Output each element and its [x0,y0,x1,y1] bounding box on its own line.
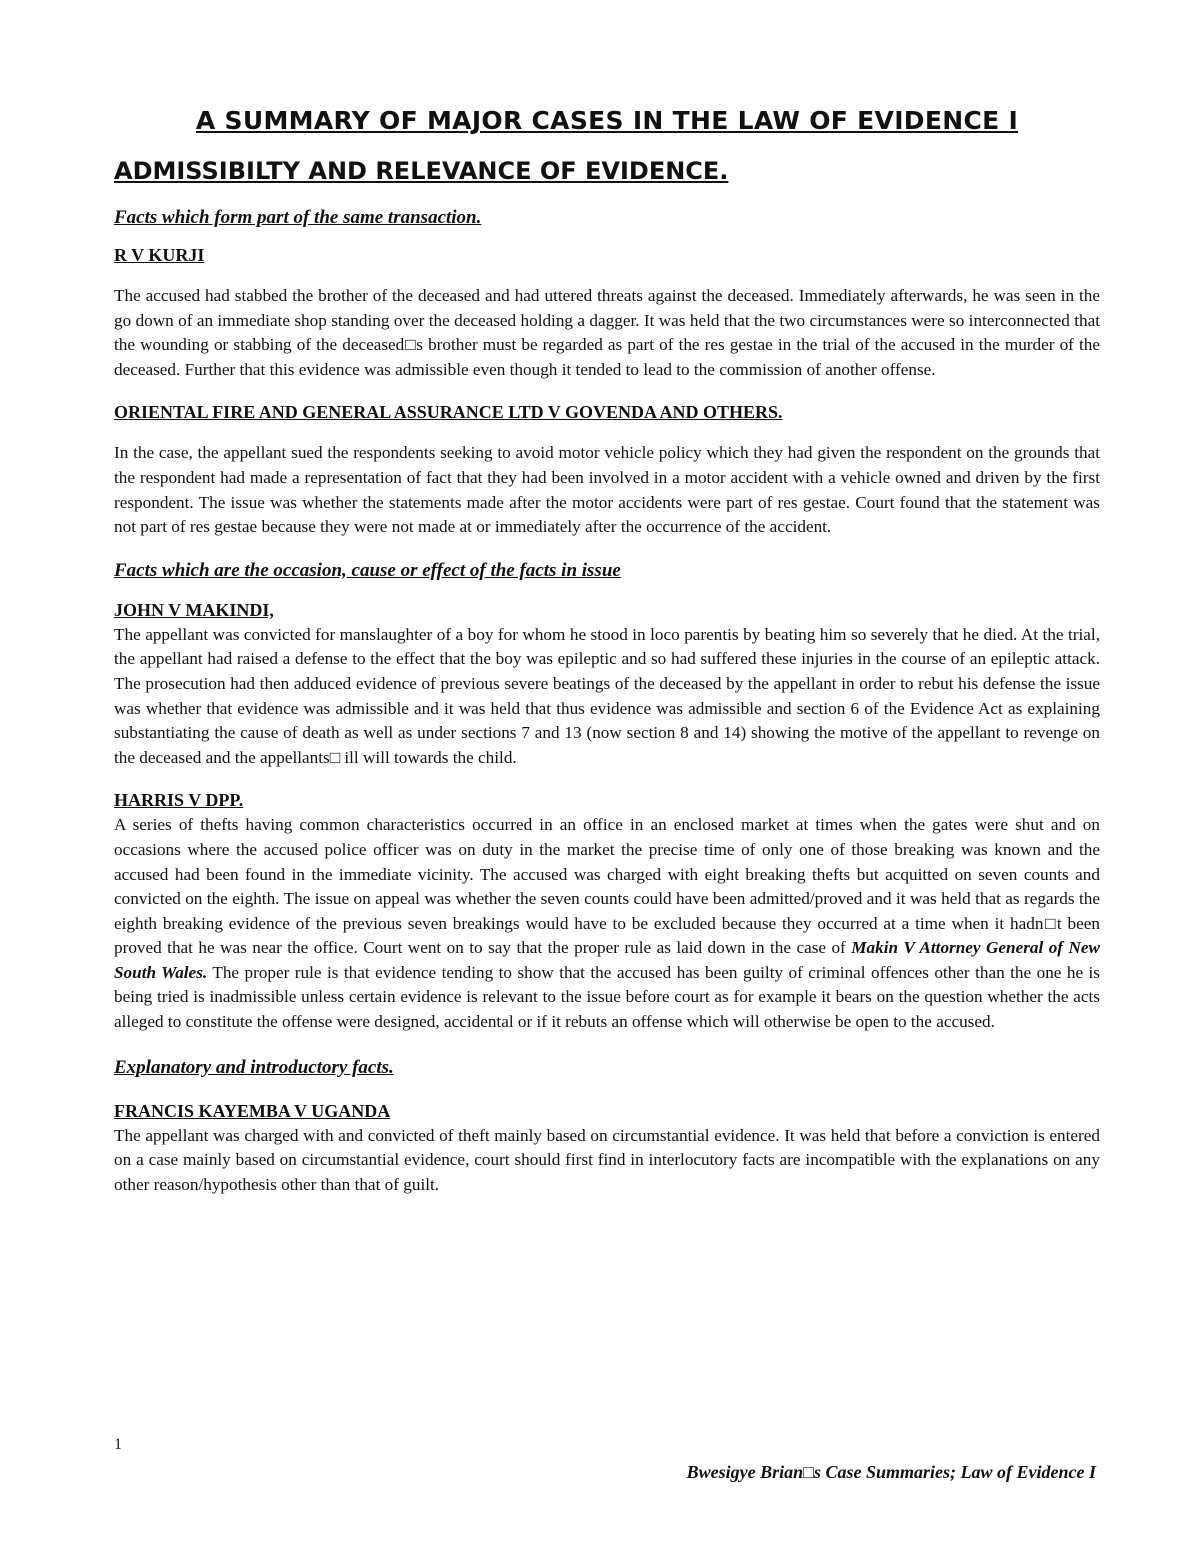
harris-text-part-2: The proper rule is that evidence tending to show that the accused has been guilty of criminal offences other than the one he is being tried is inadmissible unless certain evidence is relevant to the issue before court as for example it bears on the question whether the acts alleged to constitute the offense were designed, accidental or if it rebuts an offense which will otherwise be open to the accused. [114,962,1100,1032]
case-title-r-v-kurji: R V KURJI [114,245,205,265]
case-summary-r-v-kurji: The accused had stabbed the brother of the deceased and had uttered threats against the deceased. Immediately afterwards, he was seen in the go down of an immediate shop standing over the deceased holding a dagger. It was held that the two circumstances were so interconnected that the wounding or stabbing of the deceased□s brother must be regarded as part of the res gestae in the trial of the accused in the murder of the deceased. Further that this evidence was admissible even though it tended to lead to the commission of another offense. [114,286,1100,379]
document-title: A SUMMARY OF MAJOR CASES IN THE LAW OF EVIDENCE I [195,106,1019,135]
harris-text-part-1: A series of thefts having common characteristics occurred in an office in an enclosed market at times when the gates were shut and on occasions where the accused police officer was on duty in the market the precise time of only one of those breaking was known and the accused had been found in the immediate vicinity. The accused was charged with eight breaking thefts but acquitted on seven counts and convicted on the eighth. The issue on appeal was whether the seven counts could have been admitted/proved and it was held that as regards the eighth breaking evidence of the previous seven breakings would have to be excluded because they occurred at a time when it hadn□t been proved that he was near the office. Court went on to say that the proper rule as laid down in the case of [114,815,1100,958]
subsection-heading-same-transaction: Facts which form part of the same transaction. [114,207,482,228]
case-summary-oriental-fire: In the case, the appellant sued the respondents seeking to avoid motor vehicle policy which they had given the respondent on the grounds that the respondent had made a representation of fact that they had been involved in a motor accident with a vehicle owned and driven by the first respondent. The issue was whether the statements made after the motor accidents were part of res gestae. Court found that the statement was not part of res gestae because they were not made at or immediately after the occurrence of the accident. [114,443,1100,537]
case-summary-harris-v-dpp [114,813,1100,1034]
case-summary-john-v-makindi: The appellant was convicted for manslaughter of a boy for whom he stood in loco parentis by beating him so severely that he died. At the trial, the appellant had raised a defense to the effect that the boy was epileptic and so had suffered these injuries in the course of an epileptic attack. The prosecution had then adduced evidence of previous severe beatings of the deceased by the appellant in order to rebut his defense the issue was whether that evidence was admissible and it was held that thus evidence was admissible and section 6 of the Evidence Act as explaining substantiating the cause of death as well as under sections 7 and 13 (now section 8 and 14) showing the motive of the appellant to revenge on the deceased and the appellants□ ill will towards the child. [114,624,1100,767]
case-title-john-v-makindi: JOHN V MAKINDI, [114,599,274,620]
page-footer: Bwesigye Brian□s Case Summaries; Law of Evidence I [686,1462,1096,1482]
document-page [114,100,1100,1197]
case-title-oriental-fire: ORIENTAL FIRE AND GENERAL ASSURANCE LTD V GOVENDA AND OTHERS. [114,402,783,423]
case-title-francis-kayemba: FRANCIS KAYEMBA V UGANDA [114,1100,391,1121]
case-summary-francis-kayemba: The appellant was charged with and convicted of theft mainly based on circumstantial evidence. It was held that before a conviction is entered on a case mainly based on circumstantial evidence, court should first find in interlocutory facts are incompatible with the explanations on any other reason/hypothesis other than that of guilt. [114,1125,1100,1194]
case-title-harris-v-dpp: HARRIS V DPP. [114,790,244,811]
page-number: 1 [114,1436,122,1453]
subsection-heading-explanatory-facts: Explanatory and introductory facts. [114,1056,394,1078]
cited-case-makin: Makin V Attorney General of New South Wales. [114,938,1100,982]
section-heading: ADMISSIBILTY AND RELEVANCE OF EVIDENCE. [114,157,729,185]
subsection-heading-occasion-cause-effect: Facts which are the occasion, cause or effect of the facts in issue [114,559,621,581]
